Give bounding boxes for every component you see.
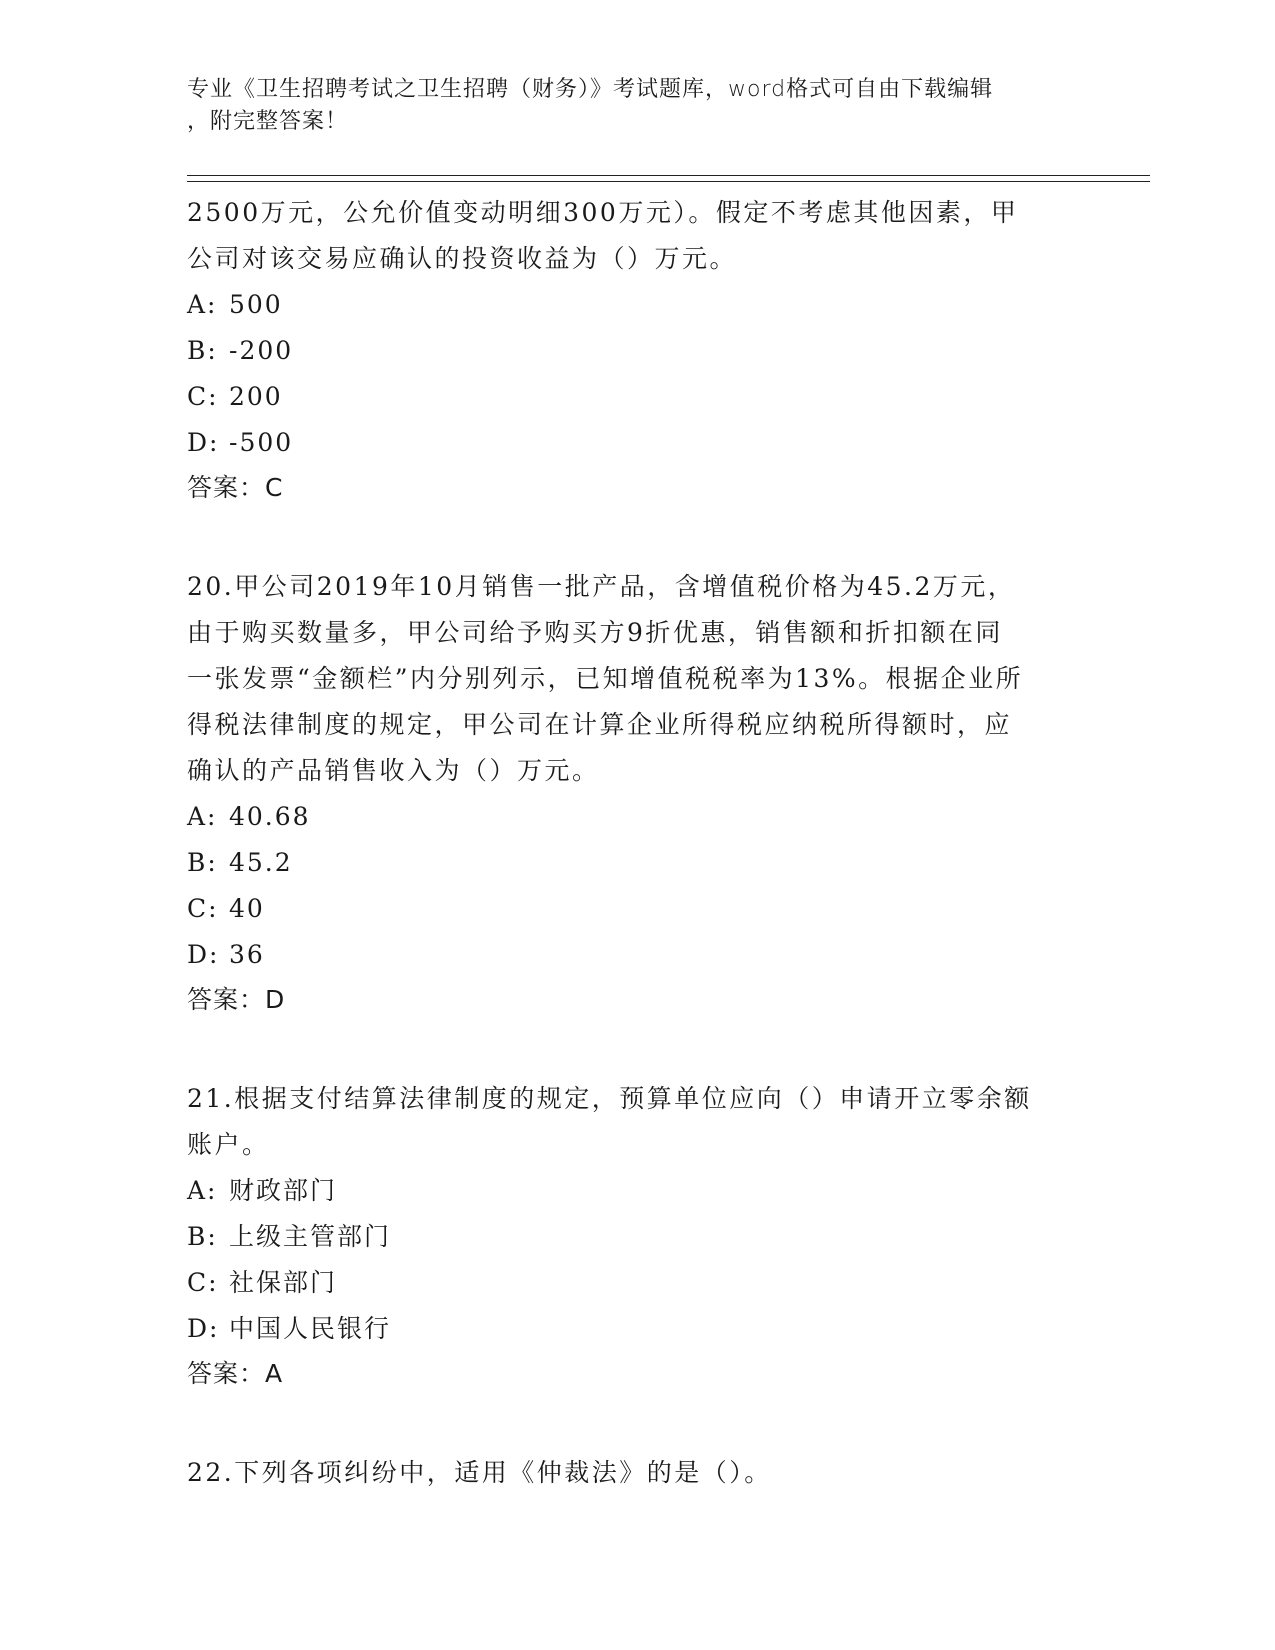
option-c [187, 886, 1087, 932]
question-text-line: 20.甲公司2019年10月销售一批产品，含增值税价格为45.2万元， [187, 572, 1016, 601]
header-divider-top [187, 175, 1150, 176]
option-text: 40.68 [229, 802, 311, 831]
header-line-2: ，附完整答案！ [187, 109, 349, 134]
option-letter: A: [187, 290, 218, 319]
question-block [187, 564, 1087, 1022]
option-text: 45.2 [229, 848, 293, 877]
question-block [187, 1450, 1087, 1496]
option-text: 财政部门 [229, 1176, 338, 1205]
answer-line: 答案：C [187, 473, 284, 502]
option-text: 500 [229, 290, 283, 319]
option-b [187, 1214, 1087, 1260]
question-text-line: 由于购买数量多，甲公司给予购买方9折优惠，销售额和折扣额在同 [187, 618, 1003, 647]
option-a [187, 794, 1087, 840]
option-letter: A: [187, 1176, 218, 1205]
option-letter: A: [187, 802, 218, 831]
option-c [187, 374, 1087, 420]
option-letter: B: [187, 1222, 218, 1251]
option-letter: B: [187, 336, 218, 365]
option-b [187, 840, 1087, 886]
option-d [187, 420, 1087, 466]
question-text-line: 确认的产品销售收入为（）万元。 [187, 756, 600, 785]
answer-line: 答案：A [187, 1359, 284, 1388]
question-text-line: 22.下列各项纠纷中，适用《仲裁法》的是（）。 [187, 1458, 772, 1487]
header-divider-bottom [187, 181, 1150, 182]
option-letter: C: [187, 894, 219, 923]
option-a [187, 1168, 1087, 1214]
option-letter: B: [187, 848, 218, 877]
question-text-line: 2500万元，公允价值变动明细300万元）。假定不考虑其他因素，甲 [187, 198, 1019, 227]
document-header [187, 74, 1077, 138]
option-text: 40 [229, 894, 265, 923]
header-line-1: 专业《卫生招聘考试之卫生招聘（财务）》考试题库，word格式可自由下载编辑 [187, 77, 994, 102]
option-letter: C: [187, 382, 219, 411]
question-text-line: 账户。 [187, 1130, 270, 1159]
option-d [187, 1306, 1087, 1352]
option-text: 中国人民银行 [229, 1314, 392, 1343]
option-text: 36 [229, 940, 265, 969]
answer-line: 答案：D [187, 985, 286, 1014]
question-text-line: 得税法律制度的规定，甲公司在计算企业所得税应纳税所得额时，应 [187, 710, 1013, 739]
question-text-line: 21.根据支付结算法律制度的规定，预算单位应向（）申请开立零余额 [187, 1084, 1032, 1113]
question-block [187, 190, 1087, 510]
option-text: -200 [229, 336, 294, 365]
question-text-line: 一张发票“金额栏”内分别列示，已知增值税税率为13%。根据企业所 [187, 664, 1024, 693]
option-d [187, 932, 1087, 978]
option-b [187, 328, 1087, 374]
option-text: 200 [229, 382, 283, 411]
option-letter: D: [187, 940, 220, 969]
option-text: -500 [229, 428, 294, 457]
question-block [187, 1076, 1087, 1396]
option-a [187, 282, 1087, 328]
option-letter: C: [187, 1268, 219, 1297]
option-letter: D: [187, 428, 220, 457]
option-text: 上级主管部门 [229, 1222, 392, 1251]
option-text: 社保部门 [229, 1268, 338, 1297]
question-text-line: 公司对该交易应确认的投资收益为（）万元。 [187, 244, 738, 273]
option-letter: D: [187, 1314, 220, 1343]
option-c [187, 1260, 1087, 1306]
question-list [187, 190, 1087, 1496]
